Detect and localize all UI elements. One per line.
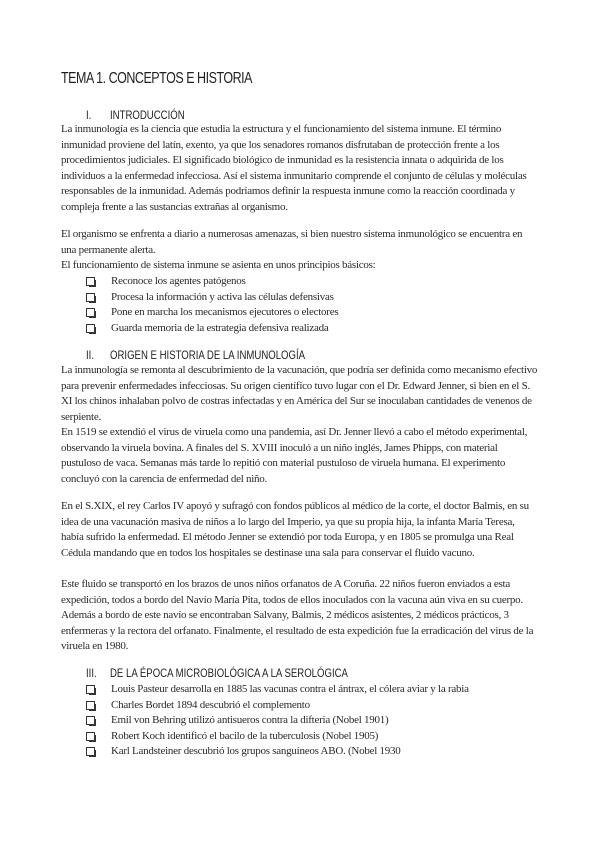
section-heading-origin [86, 348, 305, 362]
checkbox-bullet-icon [86, 685, 95, 694]
checkbox-bullet-icon [86, 324, 95, 333]
checkbox-bullet-icon [86, 747, 95, 756]
section-number: III. [86, 666, 97, 680]
intro-paragraph-2: El organismo se enfrenta a diario a numerosas amenazas, si bien nuestro sistema inmunológico se encuentra en una permanente alerta. [61, 228, 523, 256]
section-number: I. [86, 108, 92, 122]
principles-list [86, 274, 338, 336]
serologic-list [86, 682, 469, 760]
checkbox-bullet-icon [86, 277, 95, 286]
document-title: TEMA 1. CONCEPTOS E HISTORIA [61, 70, 253, 87]
section-heading-introduction [86, 108, 185, 122]
checkbox-bullet-icon [86, 308, 95, 317]
intro-paragraph-3: El funcionamiento de sistema inmune se asienta en unos principios básicos: [61, 259, 376, 271]
intro-paragraph-1: La inmunología es la ciencia que estudia la estructura y el funcionamiento del sistema inmune. El término inmunidad proviene del latín, exento, ya que los senadores romanos disfrutaban de protección frente a los procedimientos judiciales. El significado biológico de inmunidad es la resistencia innata o adquirida de los individuos a la enfermedad infecciosa. Así el sistema inmunitario comprende el conjunto de células y moléculas responsables de la inmunidad. Además podríamos definir la respuesta inmune como la reacción coordinada y compleja frente a las sustancias extrañas al organismo. [61, 123, 527, 213]
section-title: INTRODUCCIÓN [110, 108, 185, 122]
list-item: Guarda memoria de la estrategia defensiva realizada [86, 321, 338, 337]
section-title: ORIGEN E HISTORIA DE LA INMUNOLOGÍA [110, 348, 306, 362]
checkbox-bullet-icon [86, 293, 95, 302]
list-item: Reconoce los agentes patógenos [86, 274, 338, 290]
list-item: Charles Bordet 1894 descubrió el complemento [86, 698, 469, 714]
origin-paragraph-2: En 1519 se extendió el virus de viruela como una pandemia, así Dr. Jenner llevó a cabo el método experimental, observando la viruela bovina. A finales del S. XVIII inoculó a un niño inglés, James Phipps, con material pustuloso de vaca. Semanas más tarde lo repitió con material pustuloso de viruela humana. El experimento concluyó con la carencia de enfermedad del niño. [61, 426, 528, 485]
list-item: Emil von Behring utilizó antisueros contra la difteria (Nobel 1901) [86, 713, 469, 729]
list-item: Pone en marcha los mecanismos ejecutores o electores [86, 305, 338, 321]
list-item: Procesa la información y activa las células defensivas [86, 290, 338, 306]
list-item: Robert Koch identificó el bacilo de la tuberculosis (Nobel 1905) [86, 729, 469, 745]
origin-paragraph-4: Este fluido se transportó en los brazos de unos niños orfanatos de A Coruña. 22 niños fueron enviados a esta expedición, todos a bordo del Navío María Pita, todos de ellos inoculados con la vacuna aún viva en su cuerpo. Además a bordo de este navío se encontraban Salvany, Balmis, 2 médicos asistentes, 2 médicos prácticos, 3 enfermeras y la rectora del orfanato. Finalmente, el resultado de esta expedición fue la erradicación del virus de la viruela en 1980. [61, 578, 534, 653]
section-title: DE LA ÉPOCA MICROBIOLÓGICA A LA SEROLÓGICA [110, 666, 348, 680]
checkbox-bullet-icon [86, 732, 95, 741]
list-item: Karl Landsteiner descubrió los grupos sanguíneos ABO. (Nobel 1930 [86, 744, 469, 760]
list-item: Louis Pasteur desarrolla en 1885 las vacunas contra el ántrax, el cólera aviar y la rabia [86, 682, 469, 698]
section-number: II. [86, 348, 95, 362]
checkbox-bullet-icon [86, 716, 95, 725]
checkbox-bullet-icon [86, 701, 95, 710]
origin-paragraph-1: La inmunología se remonta al descubrimiento de la vacunación, que podría ser definida como mecanismo efectivo para prevenir enfermedades infecciosas. Su origen científico tuvo lugar con el Dr. Edward Jenner, si bien en el S. XI los chinos inhalaban polvo de costras infectadas y en América del Sur se inoculaban cantidades de venenos de serpiente. [61, 364, 538, 423]
section-heading-serologic [86, 666, 348, 680]
origin-paragraph-3: En el S.XIX, el rey Carlos IV apoyó y sufragó con fondos públicos al médico de la corte, el doctor Balmis, en su idea de una vacunación masiva de niños a lo largo del Imperio, ya que su propia hija, la infanta María Teresa, había sufrido la enfermedad. El método Jenner se extendió por toda Europa, y en 1805 se promulga una Real Cédula mandando que en todos los hospitales se destinase una sala para conservar el fluido vacuno. [61, 500, 529, 559]
